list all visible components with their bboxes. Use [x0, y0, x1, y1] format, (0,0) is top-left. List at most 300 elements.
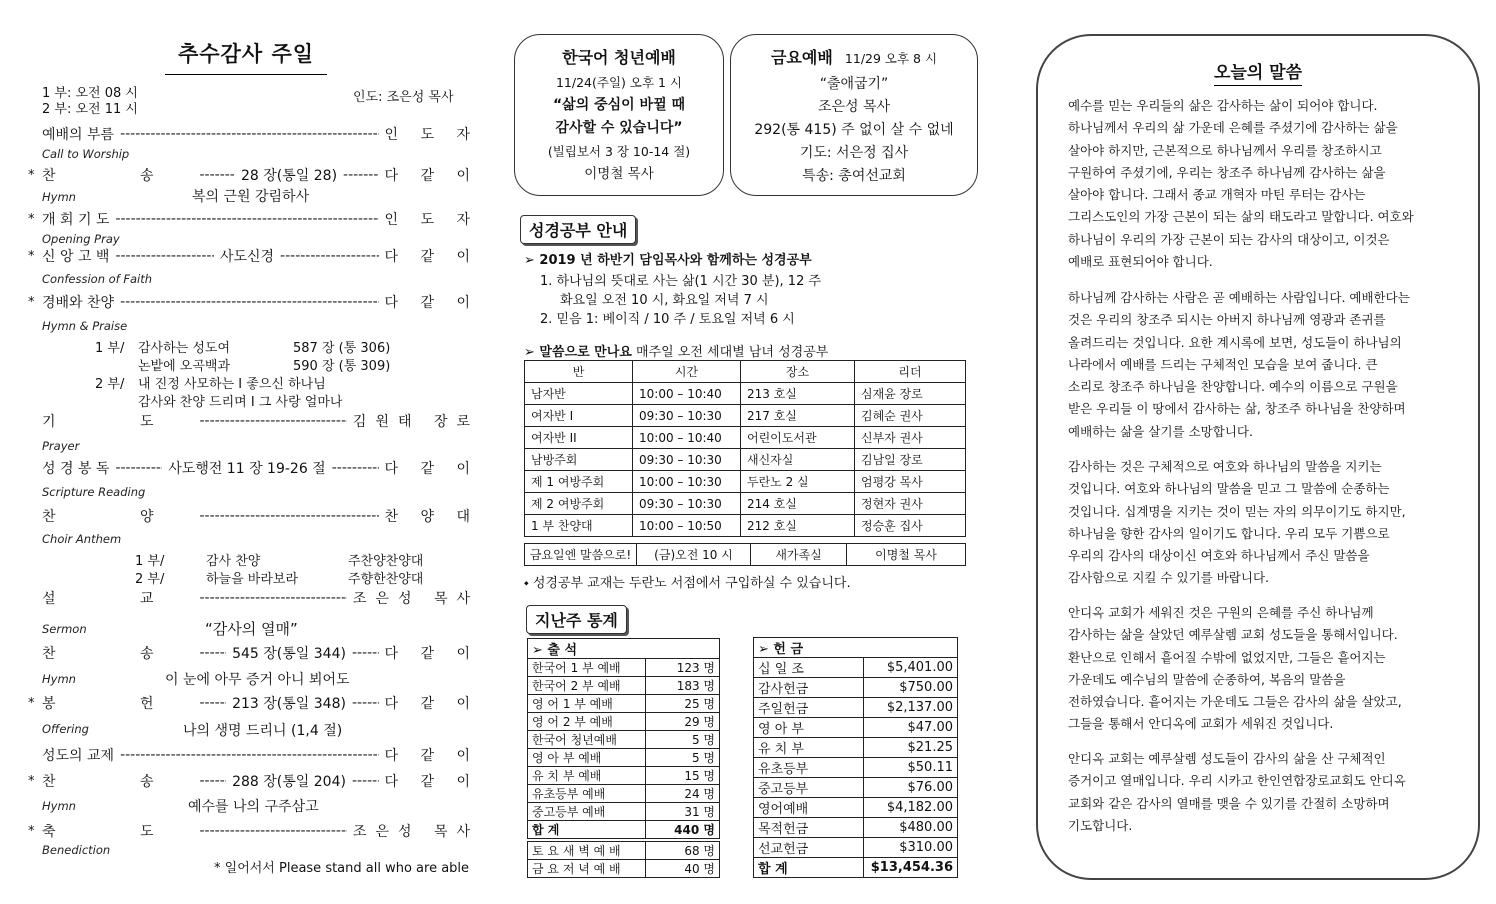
study-note — [524, 572, 851, 591]
word-line: 살아야 합니다. 그래서 종교 개혁자 마틴 루터는 감사는 — [1068, 187, 1366, 203]
offering-row — [754, 718, 958, 738]
word-line: 받은 우리들 이 땅에서 감사하는 삶, 창조주 하나님을 찬양하며 — [1068, 401, 1406, 417]
offering-body — [754, 658, 958, 858]
word-line: 환난으로 인해서 흩어질 수밖에 없었지만, 그들은 흩어지는 — [1068, 649, 1386, 665]
offering-row — [754, 738, 958, 758]
table-cell: 정승훈 집사 — [855, 515, 966, 537]
study-col-leader: 리더 — [855, 361, 966, 383]
leader-dots — [200, 413, 347, 429]
attendance-table — [527, 638, 720, 839]
stats-tab: 지난주 통계 — [526, 605, 627, 634]
order-item-leader: 다 같 이 — [384, 168, 480, 184]
stand-marker: * — [28, 773, 35, 789]
study-item-1: 1. 하나님의 뜻대로 사는 삶(1 시간 30 분), 12 주 — [540, 274, 822, 289]
table-row — [525, 493, 966, 515]
study-heading-1 — [524, 249, 812, 268]
order-row — [28, 693, 480, 713]
order-item-leader: 인 도 자 — [384, 127, 479, 143]
attendance-label: 토 요 새 벽 예 배 — [528, 842, 646, 860]
offering-value: $4,182.00 — [864, 798, 958, 818]
praise-song-4: 감사와 찬양 드리며 I 그 사랑 얼마나 — [138, 395, 343, 410]
table-cell: 정현자 권사 — [855, 493, 966, 515]
word-paragraph — [1068, 602, 1468, 736]
order-item-english: Prayer — [42, 439, 80, 453]
offering-row — [754, 818, 958, 838]
study-heading-2 — [524, 341, 828, 360]
leader-dots — [200, 695, 227, 711]
word-line: 안디옥 교회가 세워진 것은 구원의 은혜를 주신 하나님께 — [1068, 605, 1374, 620]
attendance-label: 유 치 부 예배 — [528, 767, 646, 785]
arrow-icon: ➢ — [524, 253, 540, 268]
choir-part-2: 2 부/ — [135, 572, 165, 587]
attendance-value: 5 명 — [646, 731, 720, 749]
word-line: 예배로 표현되어야 합니다. — [1068, 254, 1213, 270]
friday-preacher: 조은성 목사 — [817, 99, 891, 115]
attendance-row — [528, 767, 720, 785]
order-item-name: 봉 헌 — [42, 696, 194, 712]
hymn-title-1: 복의 근원 강림하사 — [192, 189, 310, 205]
leader-dots — [200, 508, 379, 524]
word-line: 가운데도 예수님의 말씀에 순종하여, 복음의 말씀을 — [1068, 671, 1346, 687]
word-line: 구원하여 주셨기에, 우리는 창조주 하나님께 감사하는 삶을 — [1068, 164, 1386, 180]
order-item-detail: 사도신경 — [219, 249, 275, 265]
order-item-english: Hymn — [42, 672, 76, 686]
attendance-total-value: 440 명 — [646, 821, 720, 839]
friday-study-time: (금)오전 10 시 — [637, 544, 751, 566]
table-cell: 엄평강 목사 — [855, 471, 966, 493]
attendance-value: 31 명 — [646, 803, 720, 821]
attendance-value: 40 명 — [646, 860, 720, 878]
study-item-2: 2. 믿음 1: 베이직 / 10 주 / 토요일 저녁 6 시 — [540, 312, 795, 327]
word-line: 나라에서 예배를 드리는 구체적인 모습을 보여 줍니다. 큰 — [1068, 356, 1378, 372]
study-heading-1-text: 2019 년 하반기 담임목사와 함께하는 성경공부 — [539, 253, 812, 268]
order-item-detail: 사도행전 11 장 19-26 절 — [168, 461, 326, 477]
praise-song-1-number: 587 장 (통 306) — [293, 341, 391, 356]
stand-marker: * — [28, 823, 35, 839]
youth-time: 11/24(주일) 오후 1 시 — [555, 75, 683, 90]
leader-dots — [200, 645, 227, 661]
attendance-label: 중고등부 예배 — [528, 803, 646, 821]
study-heading-2-rest: 매주일 오전 세대별 남녀 성경공부 — [631, 345, 829, 360]
order-row — [28, 745, 479, 765]
study-table-body — [525, 383, 966, 537]
stand-marker: * — [28, 211, 35, 227]
leader-dots — [352, 695, 379, 711]
offering-total-label: 합 계 — [754, 858, 864, 878]
table-cell: 217 호실 — [741, 405, 855, 427]
offering-value: $76.00 — [864, 778, 958, 798]
leader-dots — [200, 823, 347, 839]
offering-value: $5,401.00 — [864, 658, 958, 678]
word-line: 감사하는 삶을 살았던 예루살렘 교회 성도들을 통해서입니다. — [1068, 627, 1398, 643]
table-cell: 제 2 여방주회 — [525, 493, 633, 515]
attendance-label: 한국어 1 부 예배 — [528, 659, 646, 677]
order-row — [28, 643, 480, 663]
leader-dots — [115, 460, 162, 476]
order-item-english: Benediction — [42, 843, 111, 857]
order-item-name: 성 경 봉 독 — [42, 461, 110, 477]
table-cell: 214 호실 — [741, 493, 855, 515]
offering-label: 영어예배 — [754, 798, 864, 818]
order-item-detail: 213 장(통일 348) — [232, 696, 346, 712]
study-heading-2-bold: 말씀으로 만나요 — [539, 345, 632, 360]
friday-study-place: 새가족실 — [751, 544, 847, 566]
stand-marker: * — [28, 248, 35, 264]
friday-prayer: 기도: 서은정 집사 — [799, 145, 909, 161]
choir-song-1: 감사 찬양 — [206, 554, 261, 569]
friday-study-name: 금요일엔 말씀으로! — [525, 544, 637, 566]
offering-label: 십 일 조 — [754, 658, 864, 678]
table-row — [525, 405, 966, 427]
order-item-name: 경배와 찬양 — [42, 295, 115, 311]
offering-row — [754, 838, 958, 858]
friday-special-song: 특송: 총여선교회 — [802, 168, 906, 184]
bible-study-tab: 성경공부 안내 — [520, 215, 636, 244]
stand-marker: * — [28, 294, 35, 310]
offering-label: 목적헌금 — [754, 818, 864, 838]
word-line: 기도합니다. — [1068, 817, 1133, 833]
order-row — [28, 124, 479, 144]
order-item-leader: 다 같 이 — [384, 696, 480, 712]
offering-value: $480.00 — [864, 818, 958, 838]
attendance-extra-row — [528, 860, 720, 878]
order-row — [28, 588, 479, 608]
study-col-time: 시간 — [633, 361, 741, 383]
word-line: 그리스도인의 가장 근본이 되는 삶의 태도라고 말합니다. 여호와 — [1068, 209, 1414, 225]
order-item-leader: 찬 양 대 — [384, 509, 479, 525]
order-row — [28, 771, 480, 791]
order-row — [28, 458, 480, 478]
word-paragraph — [1068, 748, 1468, 837]
attendance-value: 24 명 — [646, 785, 720, 803]
leader-dots — [120, 294, 378, 310]
leader-dots — [115, 248, 213, 264]
offering-value: $21.25 — [864, 738, 958, 758]
word-line: 것입니다. 십계명을 지키는 것이 믿는 자의 의무이기도 하지만, — [1068, 503, 1406, 519]
friday-study-row — [524, 543, 966, 566]
leader-dots — [120, 126, 378, 142]
table-cell: 1 부 찬양대 — [525, 515, 633, 537]
leader-dots — [115, 211, 378, 227]
order-item-leader: 다 같 이 — [384, 748, 479, 764]
order-item-name: 기 도 — [42, 414, 194, 430]
attendance-body — [528, 659, 720, 821]
offering-value: $47.00 — [864, 718, 958, 738]
word-paragraph — [1068, 287, 1468, 443]
attendance-label: 영 어 1 부 예배 — [528, 695, 646, 713]
attendance-label: 영 아 부 예배 — [528, 749, 646, 767]
word-line: 그들을 통해서 안디옥에 교회가 세워진 것입니다. — [1068, 716, 1334, 732]
table-cell: 제 1 여방주회 — [525, 471, 633, 493]
order-item-detail: 28 장(통일 28) — [241, 168, 338, 184]
leader-dots — [352, 645, 379, 661]
attendance-header — [528, 639, 720, 659]
offering-row — [754, 758, 958, 778]
offering-label: 감사헌금 — [754, 678, 864, 698]
table-cell: 10:00 – 10:50 — [633, 515, 741, 537]
leader-dots — [200, 590, 347, 606]
attendance-value: 183 명 — [646, 677, 720, 695]
attendance-total-label: 합 계 — [528, 821, 646, 839]
offering-value: $310.00 — [864, 838, 958, 858]
service-leader: 인도: 조은성 목사 — [353, 90, 454, 105]
hymn-title-3: 예수를 나의 구주삼고 — [188, 799, 319, 815]
order-item-name: 찬 송 — [42, 168, 194, 184]
order-item-english: Offering — [42, 722, 89, 736]
youth-service-box — [514, 34, 724, 196]
order-item-english: Sermon — [42, 622, 87, 636]
table-row — [525, 449, 966, 471]
offering-label: 선교헌금 — [754, 838, 864, 858]
youth-preacher: 이명철 목사 — [584, 166, 654, 182]
praise-song-2-number: 590 장 (통 309) — [293, 359, 391, 374]
leader-dots — [343, 167, 379, 183]
attendance-value: 5 명 — [646, 749, 720, 767]
attendance-row — [528, 695, 720, 713]
hymn-title-2: 이 눈에 아무 증거 아니 뵈어도 — [165, 672, 350, 688]
order-item-leader: 김원태 장로 — [352, 414, 479, 430]
offering-label: 유초등부 — [754, 758, 864, 778]
attendance-row — [528, 731, 720, 749]
table-cell: 여자반 II — [525, 427, 633, 449]
study-col-class: 반 — [525, 361, 633, 383]
word-line: 살아야 하지만, 근본적으로 하나님께서 우리를 창조하시고 — [1068, 142, 1382, 158]
table-cell: 남자반 — [525, 383, 633, 405]
study-col-place: 장소 — [741, 361, 855, 383]
page-title: 추수감사 주일 — [165, 38, 327, 75]
table-cell: 213 호실 — [741, 383, 855, 405]
word-line: 우리의 감사의 대상이신 여호와 하나님께서 주신 말씀을 — [1068, 548, 1370, 564]
table-cell: 10:00 – 10:40 — [633, 383, 741, 405]
table-cell: 여자반 I — [525, 405, 633, 427]
offering-row — [754, 658, 958, 678]
attendance-value: 123 명 — [646, 659, 720, 677]
youth-message-1: “삶의 중심이 바뀔 때 — [552, 97, 685, 113]
order-item-english: Hymn — [42, 799, 76, 813]
choir-name-2: 주향한찬양대 — [348, 572, 424, 587]
order-row — [28, 411, 479, 431]
offering-header — [754, 638, 958, 658]
choir-part-1: 1 부/ — [135, 554, 165, 569]
offering-row — [754, 678, 958, 698]
attendance-row — [528, 713, 720, 731]
diamond-icon: ⬩ — [524, 576, 533, 591]
word-line: 것은 우리의 창조주 되시는 아버지 하나님께 영광과 존귀를 — [1068, 312, 1386, 328]
worship-order-column — [0, 0, 500, 904]
todays-word-box — [1036, 34, 1480, 880]
offering-table — [753, 637, 958, 878]
word-line: 하나님이 우리의 가장 근본이 되는 감사의 대상이고, 이것은 — [1068, 231, 1390, 247]
word-line: 감사하는 것은 구체적으로 여호와 하나님의 말씀을 지키는 — [1068, 459, 1382, 474]
order-item-leader: 다 같 이 — [384, 249, 480, 265]
attendance-row — [528, 785, 720, 803]
word-line: 전하였습니다. 흩어지는 가운데도 그들은 감사의 삶을 살았고, — [1068, 694, 1402, 710]
word-line: 올려드리는 것입니다. 요한 계시록에 보면, 성도들이 하나님의 — [1068, 334, 1402, 350]
order-item-detail: 288 장(통일 204) — [232, 774, 346, 790]
order-item-detail: 545 장(통일 344) — [232, 646, 346, 662]
order-item-leader: 다 같 이 — [384, 295, 479, 311]
attendance-row — [528, 677, 720, 695]
friday-title: 금요예배 — [770, 48, 833, 67]
attendance-value: 25 명 — [646, 695, 720, 713]
order-item-leader: 다 같 이 — [384, 646, 480, 662]
order-item-leader: 조은성 목사 — [352, 824, 479, 840]
study-item-1-times: 화요일 오전 10 시, 화요일 저녁 7 시 — [560, 293, 769, 308]
attendance-row — [528, 749, 720, 767]
attendance-extra-row — [528, 842, 720, 860]
youth-title: 한국어 청년예배 — [562, 48, 676, 67]
offering-row — [754, 698, 958, 718]
sermon-title: “감사의 열매” — [205, 620, 298, 638]
choir-name-1: 주찬양찬양대 — [348, 554, 424, 569]
table-cell: 10:00 – 10:30 — [633, 471, 741, 493]
service-times — [42, 86, 138, 118]
order-item-name: 축 도 — [42, 824, 194, 840]
order-item-name: 개 회 기 도 — [42, 212, 110, 228]
praise-song-3: 내 진정 사모하는 I 좋으신 하나님 — [138, 377, 326, 392]
table-cell: 심재윤 장로 — [855, 383, 966, 405]
offering-label: 중고등부 — [754, 778, 864, 798]
order-item-name: 성도의 교제 — [42, 748, 115, 764]
youth-message-2: 감사할 수 있습니다” — [555, 120, 683, 136]
offering-hymn-title: 나의 생명 드리니 (1,4 절) — [183, 723, 343, 739]
offering-value: $2,137.00 — [864, 698, 958, 718]
study-note-text: 성경공부 교재는 두란노 서점에서 구입하실 수 있습니다. — [532, 576, 851, 591]
praise-part1-label: 1 부/ — [95, 341, 125, 356]
table-row — [525, 515, 966, 537]
leader-dots — [200, 167, 236, 183]
table-cell: 09:30 – 10:30 — [633, 449, 741, 471]
word-line: 하나님을 향한 감사의 일이기도 합니다. 우리 모두 기쁨으로 — [1068, 525, 1390, 541]
leader-dots — [332, 460, 379, 476]
word-line: 예수를 믿는 우리들의 삶은 감사하는 삶이 되어야 합니다. — [1068, 98, 1378, 113]
attendance-extra-body — [528, 842, 720, 878]
order-row — [28, 209, 479, 229]
word-line: 것입니다. 여호와 하나님의 말씀을 믿고 그 말씀에 순종하는 — [1068, 481, 1390, 497]
word-paragraph — [1068, 456, 1468, 590]
offering-label: 유 치 부 — [754, 738, 864, 758]
service-time-2: 2 부: 오전 11 시 — [42, 102, 138, 117]
attendance-value: 29 명 — [646, 713, 720, 731]
order-item-name: 예배의 부름 — [42, 127, 115, 143]
offering-total-value: $13,454.36 — [864, 858, 958, 878]
study-list — [540, 272, 821, 329]
order-row — [28, 506, 479, 526]
order-row — [28, 246, 480, 266]
youth-scripture: (빌립보서 3 장 10-14 절) — [547, 144, 691, 159]
attendance-row — [528, 803, 720, 821]
table-cell: 새신자실 — [741, 449, 855, 471]
arrow-icon: ➢ — [532, 643, 548, 658]
order-item-english: Scripture Reading — [42, 485, 146, 499]
order-item-leader: 조은성 목사 — [352, 591, 479, 607]
order-item-english: Call to Worship — [42, 147, 130, 161]
stand-marker: * — [28, 167, 35, 183]
word-line: 하나님께서 우리의 삶 가운데 은혜를 주셨기에 감사하는 삶을 — [1068, 120, 1398, 136]
table-cell: 남방주회 — [525, 449, 633, 471]
attendance-label: 유초등부 예배 — [528, 785, 646, 803]
leader-dots — [352, 773, 379, 789]
order-item-english: Choir Anthem — [42, 532, 122, 546]
word-line: 하나님께 감사하는 사람은 곧 예배하는 사람입니다. 예배한다는 — [1068, 290, 1410, 305]
word-line: 증거이고 열매입니다. 우리 시카고 한인연합장로교회도 안디옥 — [1068, 773, 1406, 789]
offering-value: $50.11 — [864, 758, 958, 778]
offering-title: 헌 금 — [773, 642, 804, 657]
leader-dots — [120, 747, 378, 763]
attendance-extra-table — [527, 841, 720, 878]
table-cell: 09:30 – 10:30 — [633, 493, 741, 515]
table-cell: 09:30 – 10:30 — [633, 405, 741, 427]
todays-word-title: 오늘의 말씀 — [1214, 63, 1302, 86]
word-line: 교회와 같은 감사의 열매를 맺을 수 있기를 간절히 소망하며 — [1068, 795, 1390, 811]
attendance-title: 출 석 — [547, 643, 578, 658]
praise-song-1: 감사하는 성도여 — [138, 341, 231, 356]
attendance-value: 15 명 — [646, 767, 720, 785]
arrow-icon: ➢ — [758, 642, 774, 657]
word-paragraph — [1068, 95, 1468, 273]
order-item-name: 신 앙 고 백 — [42, 249, 110, 265]
study-schedule-table — [524, 360, 966, 537]
word-line: 감사함으로 지킬 수 있기를 바랍니다. — [1068, 570, 1269, 586]
table-cell: 김혜순 권사 — [855, 405, 966, 427]
friday-service-box — [730, 34, 978, 196]
attendance-label: 한국어 청년예배 — [528, 731, 646, 749]
table-cell: 212 호실 — [741, 515, 855, 537]
word-line: 소리로 창조주 하나님을 찬양합니다. 예수의 이름으로 구원을 — [1068, 379, 1398, 395]
table-cell: 10:00 – 10:40 — [633, 427, 741, 449]
order-item-leader: 다 같 이 — [384, 461, 480, 477]
leader-dots — [280, 248, 378, 264]
order-row — [28, 821, 479, 841]
order-item-name: 찬 양 — [42, 509, 194, 525]
attendance-row — [528, 659, 720, 677]
order-item-english: Hymn & Praise — [42, 319, 128, 333]
attendance-label: 영 어 2 부 예배 — [528, 713, 646, 731]
order-item-english: Opening Pray — [42, 232, 120, 246]
praise-song-2: 논밭에 오곡백과 — [138, 359, 231, 374]
service-time-1: 1 부: 오전 08 시 — [42, 86, 138, 101]
table-row — [525, 383, 966, 405]
offering-label: 주일헌금 — [754, 698, 864, 718]
attendance-label: 한국어 2 부 예배 — [528, 677, 646, 695]
table-row — [525, 471, 966, 493]
table-cell: 김남일 장로 — [855, 449, 966, 471]
attendance-label: 금 요 저 녁 예 배 — [528, 860, 646, 878]
order-item-leader: 다 같 이 — [384, 774, 480, 790]
order-item-name: 찬 송 — [42, 774, 194, 790]
table-cell: 신부자 권사 — [855, 427, 966, 449]
offering-label: 영 아 부 — [754, 718, 864, 738]
order-item-name: 찬 송 — [42, 646, 194, 662]
leader-dots — [200, 773, 227, 789]
stand-marker: * — [28, 695, 35, 711]
table-cell: 어린이도서관 — [741, 427, 855, 449]
stand-footnote: * 일어서서 Please stand all who are able — [214, 861, 470, 876]
order-item-english: Confession of Faith — [42, 272, 153, 286]
order-item-english: Hymn — [42, 190, 76, 204]
attendance-value: 68 명 — [646, 842, 720, 860]
offering-row — [754, 778, 958, 798]
offering-value: $750.00 — [864, 678, 958, 698]
friday-message: “출애굽기” — [819, 76, 889, 92]
arrow-icon: ➢ — [524, 345, 540, 360]
order-item-leader: 인 도 자 — [384, 212, 479, 228]
order-row — [28, 165, 480, 185]
order-row — [28, 292, 479, 312]
table-row — [525, 427, 966, 449]
order-item-name: 설 교 — [42, 591, 194, 607]
friday-hymn: 292(통 415) 주 없이 살 수 없네 — [754, 122, 954, 138]
